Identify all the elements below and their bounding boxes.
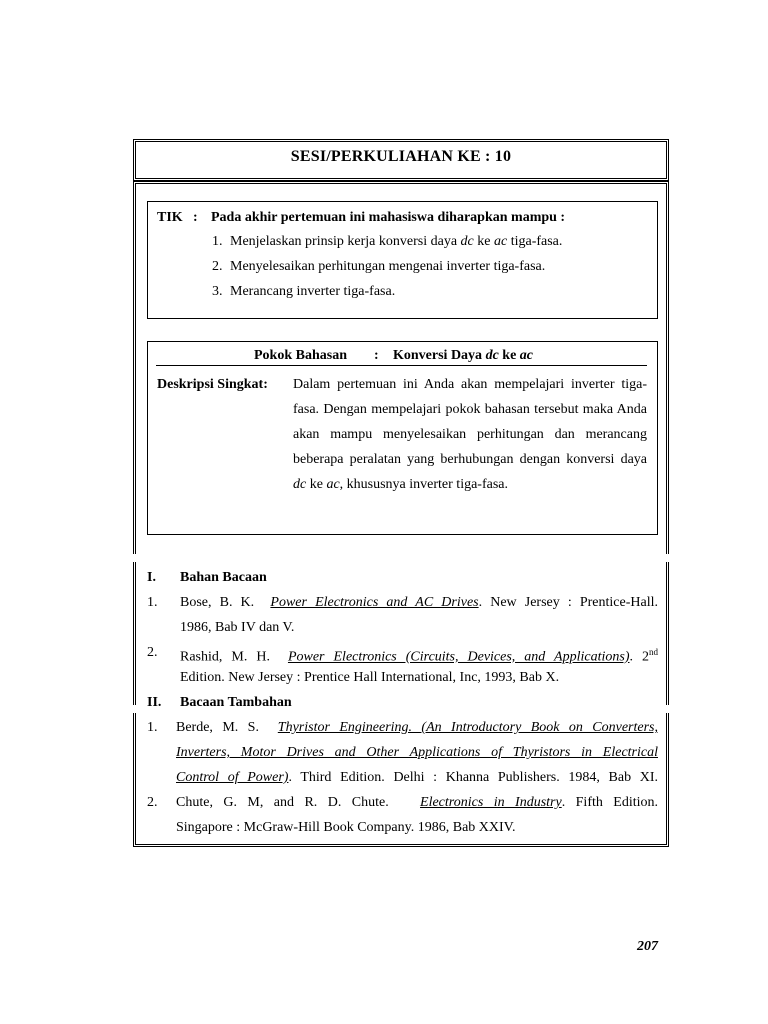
- reference-number: 1.: [147, 595, 158, 610]
- reference-line: Edition. New Jersey : Prentice Hall International, Inc, 1993, Bab X.: [180, 670, 560, 685]
- reference-line: 1986, Bab IV dan V.: [180, 620, 295, 635]
- reference-number: 1.: [147, 720, 158, 735]
- reference-line: Inverters, Motor Drives and Other Applications of Thyristors in Electrical: [176, 745, 658, 760]
- section-number: II.: [147, 695, 162, 710]
- deskripsi-text: Dalam pertemuan ini Anda akan mempelajari inverter tiga-fasa. Dengan mempelajari pokok bahasan tersebut maka Anda akan mampu menyelesaikan perhitungan dan merancang beberapa peralatan yang berhubungan dengan konversi daya dc ke ac, khususnya inverter tiga-fasa.: [293, 377, 647, 492]
- tik-item: Menyelesaikan perhitungan mengenai inverter tiga-fasa.: [230, 259, 546, 274]
- pokok-bahasan-colon: :: [374, 348, 379, 363]
- tik-item-number: 1.: [212, 234, 223, 249]
- pokok-divider: [156, 365, 647, 366]
- reference-number: 2.: [147, 645, 158, 660]
- tik-item: Menjelaskan prinsip kerja konversi daya dc ke ac tiga-fasa.: [230, 234, 563, 249]
- tik-item-number: 2.: [212, 259, 223, 274]
- tik-item: Merancang inverter tiga-fasa.: [230, 284, 396, 299]
- reference-line: Control of Power). Third Edition. Delhi : Khanna Publishers. 1984, Bab XI.: [176, 770, 658, 785]
- section-number: I.: [147, 570, 156, 585]
- section-title: Bacaan Tambahan: [180, 695, 292, 710]
- pokok-bahasan-label: Pokok Bahasan: [254, 348, 347, 363]
- reference-number: 2.: [147, 795, 158, 810]
- deskripsi-label: Deskripsi Singkat:: [157, 377, 268, 392]
- tik-item-number: 3.: [212, 284, 223, 299]
- section-title: Bahan Bacaan: [180, 570, 267, 585]
- tik-intro: Pada akhir pertemuan ini mahasiswa diharapkan mampu :: [211, 210, 566, 225]
- pokok-bahasan-title: Konversi Daya dc ke ac: [393, 348, 533, 363]
- reference-line: Rashid, M. H. Power Electronics (Circuits, Devices, and Applications). 2nd: [180, 647, 658, 665]
- reference-line: Berde, M. S. Thyristor Engineering. (An Introductory Book on Converters,: [176, 720, 658, 735]
- reference-line: Chute, G. M, and R. D. Chute. Electronics in Industry. Fifth Edition.: [176, 795, 659, 810]
- frame-break: [130, 554, 672, 562]
- page-number: 207: [637, 939, 658, 954]
- reference-line: Singapore : McGraw-Hill Book Company. 1986, Bab XXIV.: [176, 820, 516, 835]
- tik-colon: :: [193, 210, 198, 225]
- reference-line: Bose, B. K. Power Electronics and AC Drives. New Jersey : Prentice-Hall.: [180, 595, 658, 610]
- tik-label: TIK: [157, 210, 183, 225]
- session-title: SESI/PERKULIAHAN KE : 10: [290, 148, 512, 165]
